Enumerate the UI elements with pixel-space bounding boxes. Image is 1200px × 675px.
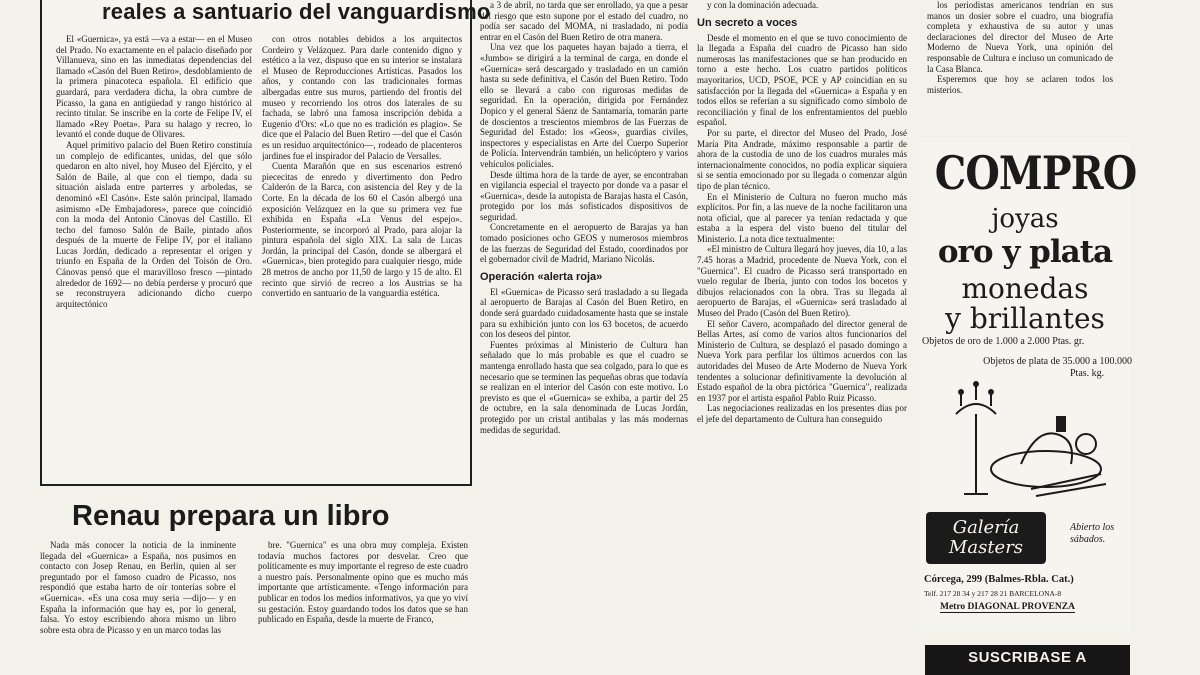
paragraph: El señor Cavero, acompañado del director general de Bellas Artes, así como de varios altos funcionarios del Ministerio de Cultura, se desplazó el pasado domingo a Nueva York para perfilar los últimos acuerdos con las autoridades del Museo de Arte Moderno de Nueva York tendentes a solucionar definitivamente la devolución al Estado español de la obra pictórica "Guernica", realizada en 1937 por el artista español Pablo Ruiz Picasso. [697,318,907,403]
paragraph: y con la dominación adecuada. [707,0,819,10]
paragraph: Desde el momento en el que se tuvo conocimiento de la llegada a España del cuadro de Picasso han sido numerosas las manifestaciones que se han producido en torno a este hecho. Los cuatro partidos políticos mayoritarios, UCD, PSOE, PCE y AP coincidían en su satisfacción por la llegada del «Guernica» a España y en todos ellos se referían a su significado como símbolo de reconciliación y final de los enfrentamientos del pueblo español. [697,32,907,128]
ad-address: Córcega, 299 (Balmes-Rbla. Cat.) [924,574,1074,585]
ad-price-silver: Objetos de plata de 35.000 a 100.000 [983,356,1132,367]
paragraph: El «Guernica» de Picasso será trasladado a su llegada al aeropuerto de Barajas al Casón del Buen Retiro, en donde será guardado cuidadosamente hasta que se instale para su exhibición junto con los 63 bocetos, de acuerdo con los deseos del pintor. [480,286,688,340]
ad-price-silver-unit: Ptas. kg. [1070,368,1105,379]
paragraph: Fuentes próximas al Ministerio de Cultura han señalado que lo más probable es que el cuadro se mantenga enrollado hasta que sea colgado, para lo que es necesario que se terminen las pequeñas obras que todavía se realizan en el interior del Casón con este motivo. Lo previsto es que el «Guernica» se exhiba, a partir del 25 de octubre, en la sala denominada de Lucas Jordán, protegido por un cristal antibalas y las más modernas medidas de seguridad. [480,339,688,435]
renau-column-2 [258,540,468,675]
advertisement [920,142,1137,632]
paragraph: Aquel primitivo palacio del Buen Retiro constituía un complejo de edificantes, unidas, del que sólo quedaron en alto nivel, hoy Museo del Ejército, y el Salón de Baile, al que con el tiempo, dada su situación aislada entre parterres y arboledas, se denominó «El Casón». Este salón principal, llamado asimismo «De Embajadores», parece que coincidió con la moda del Antonio Cánovas del Castillo. El techo del famoso Salón de Baile, pintado años después de la muerte de Felipe IV, por el italiano Lucas Jordán, dedicado a representar el origen y triunfo en España de la Orden del Toisón de Oro. Cánovas pensó que el maravilloso fresco —pintado alrededor de 1692— no debía perderse y procuró que se reconstruyera adicionando dicho cuerpo arquitectónico [56,139,252,309]
ad-line: y brillantes [945,302,1105,335]
paragraph: Concretamente en el aeropuerto de Barajas ya han tomado posiciones ocho GEOS y numerosos miembros de las fuerzas de Seguridad del Estado, coordinados por el gobernador civil de Madrid, Mariano Nicolás. [480,222,688,265]
renau-column-1 [40,540,236,675]
article-column-5 [927,0,1113,125]
ad-phone: Telf. 217 28 34 y 217 28 21 BARCELONA-8 [924,589,1062,598]
paragraph: bre. "Guernica" es una obra muy compleja. Existen todavía muchos factores por desvelar. Creo que políticamente es muy importante el regreso de este cuadro a nuestro país. Personalmente opino que es mucho más importante que artísticamente. «Tengo información para publicar en todos los medios informativos, ya que yo viví su gestación. Estoy guardando todos los datos que se han publicado en España, desde la muerte de Franco, [258,540,468,625]
paragraph: El «Guernica», ya está —va a estar— en el Museo del Prado. No exactamente en el palacio diseñado por Villanueva, sino en las inmediatas dependencias del llamado «Casón del Buen Retiro», desdoblamiento de la primera pinacoteca española. El edificio que guardará, para verdadera dicha, la obra cumbre de Picasso, la gana en antigüedad y rango histórico al recinto titular. Se inscribe en la corte de Felipe IV, el llamado «Rey Poeta». Para su halago y recreo, lo levantó el conde duque de Olivares. [56,34,252,140]
paragraph: los periodistas americanos tendrían en sus manos un dosier sobre el cuadro, una biografía completa y exhaustiva de su autor y unas declaraciones del director del Museo de Arte Moderno de Nueva York, una opinión del responsable de Cultura e incluso un comunicado de la Casa Blanca. [927,0,1113,74]
ad-line: oro y plata [937,234,1113,270]
renau-headline: Renau prepara un libro [72,500,390,532]
ad-headline: COMPRO [934,146,1137,200]
jewelry-illustration-icon [936,374,1116,504]
paragraph: a 3 de abril, no tarda que ser enrollado, ya que a pesar del riesgo que esto supone por el estado del cuadro, no podía ser sacado del MOMA, ni trasladado, ni podía entrar en el Casón del Buen Retiro de otra manera. [480,0,688,42]
article-column-4 [697,0,907,675]
paragraph: con otros notables debidos a los arquitectos Cordeiro y Velázquez. Para darle contenido digno y estético a la vez, dispuso que en su interior se instalara el Museo de Reproducciones Artísticas. Pasados los años, y contando con las tradicionales formas albergadas entre sus muros, partiendo del frontis del museo y recorriendo los otros dos laterales de su fachada, se labró una famosa inscripción debida a Eugenio d'Ors: «Lo que no es tradición es plagio». Se dice que el Palacio del Buen Retiro —del que el Casón es un residuo arquitectónico—, rodeado de placenteros jardines fue el inspirador del Palacio de Versalles. [262,34,462,161]
ad-hours: Abierto los sábados. [1070,522,1115,545]
ad-price-gold: Objetos de oro de 1.000 a 2.000 Ptas. gr. [922,336,1085,347]
boxed-article [40,0,491,486]
ad-line: monedas [961,272,1089,305]
subheading-alerta-roja: Operación «alerta roja» [480,270,603,283]
paragraph: Por su parte, el director del Museo del Prado, José María Pita Andrade, máximo responsable a partir de ahora de la custodia de uno de los cuadros murales más internacionalmente conocidos, no podía explicar siquiera si se sentía emocionado por su llegada o comenzar algún tipo de plan técnico. [697,127,907,191]
boxed-article-title: reales a santuario del vanguardismo [102,0,491,24]
paragraph: Cuenta Marañón que en sus escenarios estrenó piececitas de enredo y divertimento don Pedro Calderón de la Barca, con asistencia del Rey y de la Corte. En la década de los 60 el Casón albergó una exposición Velázquez en la que su primera vez fue exhibida en España «La Venus del espejo». Posteriormente, se incorporó al Prado, para alojar la pintura española del siglo XIX. La sala de Lucas Jordán, la principal del Casón, donde se albergará el «Guernica», bien protegido para cualquier riesgo, mide 28 metros de ancho por 11,50 de largo y 15 de alto. El recinto que sirvió de recreo a los Austrias se ha convertido en santuario de la vanguardia estética. [262,161,462,299]
paragraph: Las negociaciones realizadas en los presentes días por el jefe del departamento de Cultura han conseguido [697,403,907,424]
subscribe-banner: SUSCRIBASE A [925,645,1130,675]
boxed-article-column-2 [262,34,462,480]
subheading-secreto: Un secreto a voces [697,16,798,29]
paragraph: En el Ministerio de Cultura no fueron mucho más explícitos. Por fin, a las nueve de la noche facilitaron una nota oficial, que al parecer ya tenían redactada y que estaba a la espera del visto bueno del titular del Ministerio. La nota dice textualmente: [697,191,907,244]
boxed-article-column-1 [56,34,252,480]
paragraph: Esperemos que hoy se aclaren todos los misterios. [927,74,1113,95]
paragraph: Una vez que los paquetes hayan bajado a tierra, el «Jumbo» se dirigirá a la terminal de carga, en donde el «Guernica» será descargado y trasladado en un camión hasta su sede definitiva, el Casón del Buen Retiro. Todo ello se llevará a cabo con rigurosas medidas de seguridad. En la operación, dirigida por Fernández Dopico y el general Sáenz de Santamaría, tomarán parte de doscientos a trescientos miembros de las Fuerzas de Seguridad del Estado: los «Geos», guardias civiles, inspectores y especialistas en Arte del Cuerpo Superior de Policía. Intervendrán también, un helicóptero y varios vehículos policiales. [480,42,688,169]
ad-metro: Metro DIAGONAL PROVENZA [940,602,1075,612]
ad-line: joyas [991,204,1059,234]
paragraph: «El ministro de Cultura llegará hoy jueves, día 10, a las 7.45 horas a Madrid, procedente de Nueva York, con el "Guernica". El cuadro de Picasso será transportado en vuelo regular de Iberia, junto con todos los bocetos y dibujos relacionados con la obra. Tras su llegada al aeropuerto de Barajas, el «Guernica» será trasladado al Museo del Prado (Casón del Buen Retiro). [697,244,907,319]
paragraph: Nada más conocer la noticia de la inminente llegada del «Guernica» a España, nos pusimos en contacto con Josep Renau, en Berlín, quien al ser preguntado por el famoso cuadro de Picasso, nos respondió que estaba harto de oír tonterías sobre el «Guernica». «Es una cosa muy seria —dijo— y en España la información que hay es, por lo general, falsa. Yo estoy escribiendo ahora mismo un libro sobre esta obra de Picasso y en un marco todas las [40,540,236,635]
paragraph: Desde última hora de la tarde de ayer, se encontraban en vigilancia especial el trayecto por donde va a pasar el «Guernica», desde la autopista de Barajas hasta el Casón, protegido por los más sofisticados dispositivos de seguridad. [480,169,688,222]
ad-logo: Galería Masters [926,512,1046,564]
article-column-3 [480,0,688,675]
